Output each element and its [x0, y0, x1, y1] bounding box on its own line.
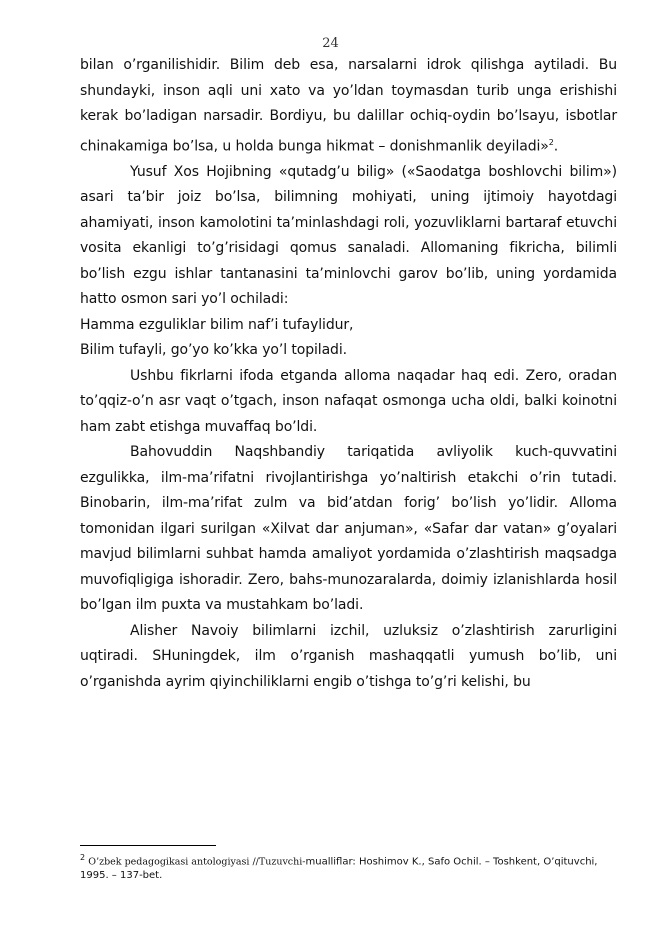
body-text [80, 53, 617, 695]
footnote-authors: mualliflar: Hoshimov K., Safo Ochil. – Toshkent, O’qituvchi, 1995. – 137-bet. [80, 856, 598, 882]
paragraph-3: Ushbu fikrlarni ifoda etganda alloma naqadar haq edi. Zero, oradan to’qqiz-o’n asr vaqt o’tgach, inson nafaqat osmonga ucha oldi, balki koinotni ham zabt etishga muvaffaq bo’ldi. [80, 367, 617, 435]
paragraph-2: Yusuf Xos Hojibning «qutadg’u bilig» («Saodatga boshlovchi bilim») asari ta’bir joiz bo’lsa, bilimning mohiyati, uning ijtimoiy hayotdagi ahamiyati, inson kamolotini ta’minlashdagi roli, yozuvliklarni bartaraf etuvchi vosita ekanligi to’g’risidagi qomus sanaladi. Allomaning fikricha, bilimli bo’lish ezgu ishlar tantanasini ta’minlovchi garov bo’lib, uning yordamida hatto osmon sari yo’l ochiladi: [80, 163, 617, 308]
paragraph-1 [80, 53, 617, 160]
page-number: 24 [322, 36, 339, 51]
paragraph-4: Bahovuddin Naqshbandiy tariqatida avliyolik kuch-quvvatini ezgulikka, ilm-ma’rifatni rivojlantirishga yo’naltirish etakchi o’rin tutadi. Binobarin, ilm-ma’rifat zulm va bid’atdan forig’ bo’lish yo’lidir. Alloma tomonidan ilgari surilgan «Xilvat dar anjuman», «Safar dar vatan» g’oyalari mavjud bilimlarni suhbat hamda amaliyot yordamida o’zlashtirish maqsadga muvofiqligiga ishoradir. Zero, bahs-munozaralarda, doimiy izlanishlarda hosil bo’lgan ilm puxta va mustahkam bo’ladi. [80, 444, 617, 614]
paragraph-1-end: . [553, 138, 559, 155]
verse-line-2: Bilim tufayli, go’yo ko’kka yo’l topiladi. [80, 342, 347, 359]
footnote-divider [80, 845, 216, 846]
footnote-source: O’zbek pedagogikasi antologiyasi //Tuzuvchi- [88, 856, 306, 868]
paragraph-5: Alisher Navoiy bilimlarni izchil, uzluksiz o’zlashtirish zarurligini uqtiradi. SHuningdek, ilm o’rganish mashaqqatli yumush bo’lib, uni o’rganishda ayrim qiyinchiliklarni engib o’tishga to’g’ri kelishi, bu [80, 622, 617, 690]
footnote-marker: 2 [80, 853, 86, 862]
footnote-reference[interactable]: 2 [548, 137, 554, 147]
paragraph-1-text: bilan o’rganilishidir. Bilim deb esa, narsalarni idrok qilishga aytiladi. Bu shundayki, inson aqli uni xato va yo’ldan toymasdan turib unga erishishi kerak bo’ladigan narsadir. Bordiyu, bu dalillar ochiq-oydin bo’lsayu, isbotlar chinakamiga bo’lsa, u holda bunga hikmat – donishmanlik deyiladi» [80, 57, 617, 155]
verse-line-1: Hamma ezguliklar bilim naf’i tufaylidur, [80, 316, 354, 333]
footnote [80, 851, 617, 883]
